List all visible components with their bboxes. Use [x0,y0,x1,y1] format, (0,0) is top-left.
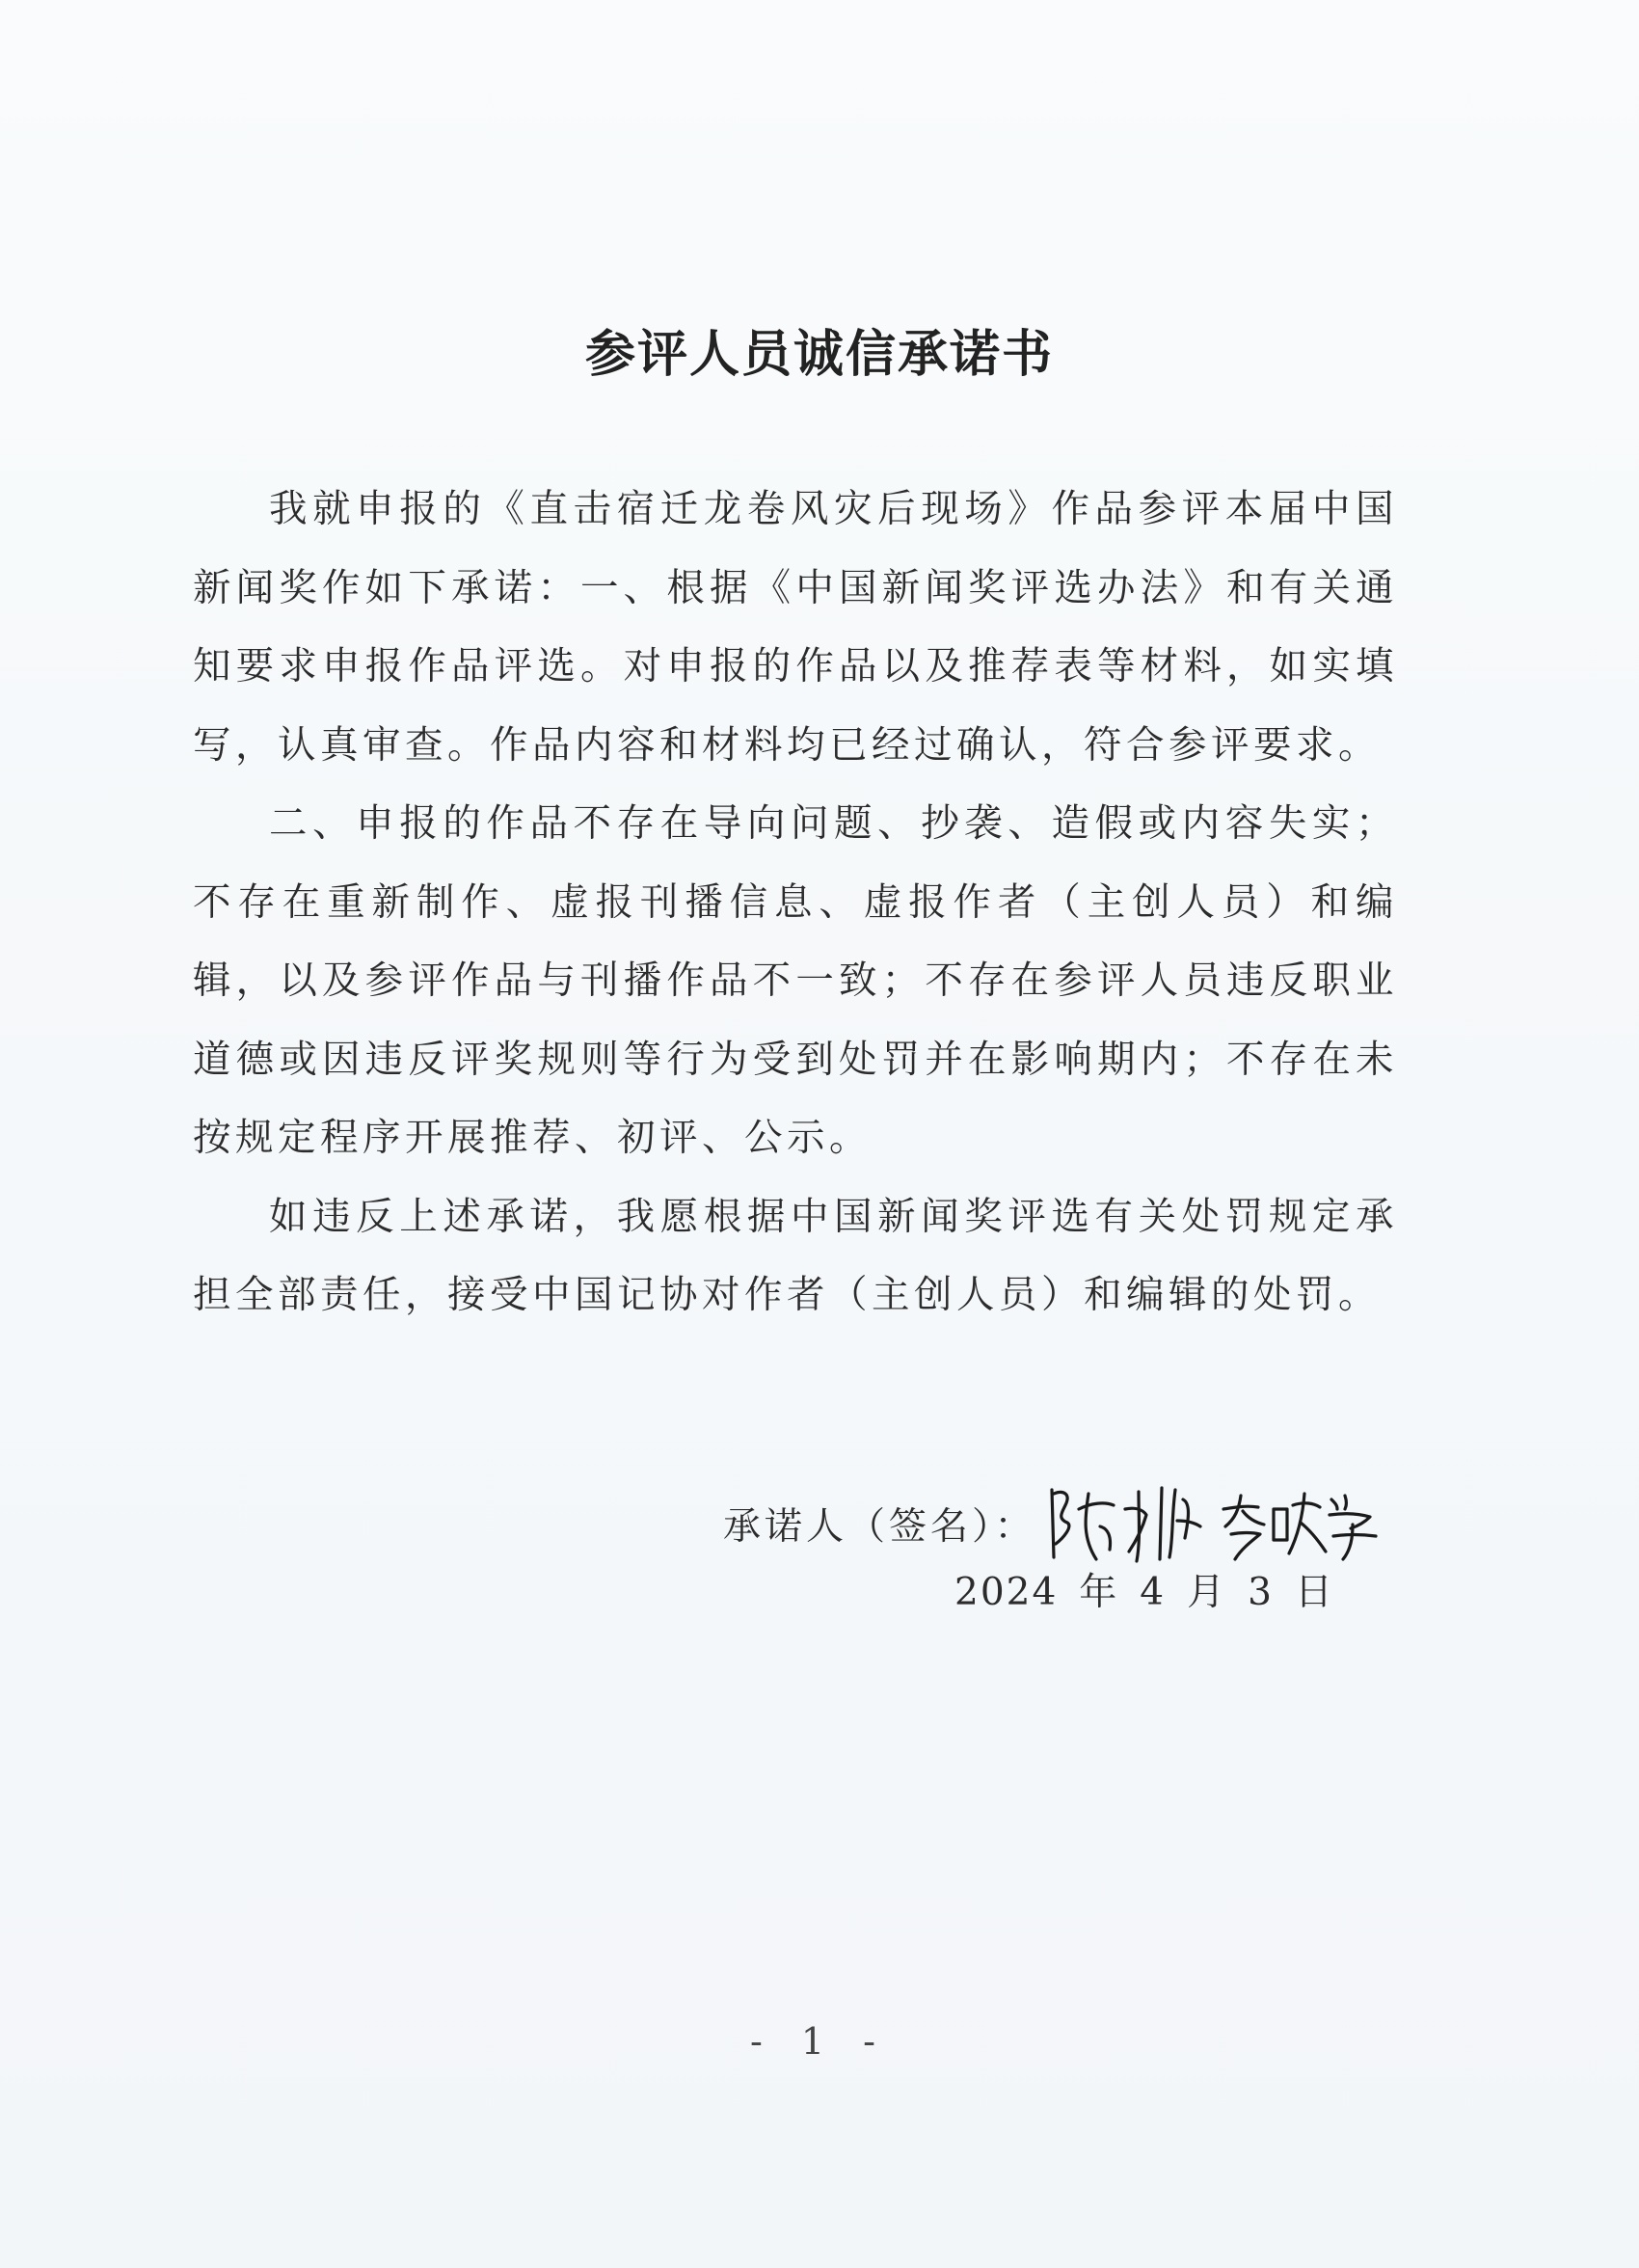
date-day-unit: 日 [1294,1571,1334,1614]
document-body [193,471,1398,1336]
date-year-unit: 年 [1079,1571,1119,1614]
date-year: 2024 [954,1571,1059,1614]
date-day: 3 [1248,1571,1274,1614]
date-line [954,1562,1356,1616]
page-number: - 1 - [749,2020,889,2063]
paragraph-2: 二、申报的作品不存在导向问题、抄袭、造假或内容失实；不存在重新制作、虚报刊播信息、虚报作者（主创人员）和编辑，以及参评作品与刊播作品不一致；不存在参评人员违反职业道德或因违反评奖规则等行为受到处罚并在影响期内；不存在未按规定程序开展推荐、初评、公示。 [193,801,1398,1160]
signature-line [723,1480,1389,1567]
document-title: 参评人员诚信承诺书 [584,326,1054,384]
paragraph-1: 我就申报的《直击宿迁龙卷风灾后现场》作品参评本届中国新闻奖作如下承诺：一、根据《中国新闻奖评选办法》和有关通知要求申报作品评选。对申报的作品以及推荐表等材料，如实填写，认真审查。作品内容和材料均已经过确认，符合参评要求。 [193,487,1398,768]
date-month: 4 [1140,1571,1167,1614]
date-month-unit: 月 [1187,1571,1227,1614]
handwritten-signature-icon [1042,1480,1389,1567]
signature-label: 承诺人（签名）： [723,1505,1036,1549]
paragraph-3: 如违反上述承诺，我愿根据中国新闻奖评选有关处罚规定承担全部责任，接受中国记协对作者（主创人员）和编辑的处罚。 [193,1194,1398,1317]
